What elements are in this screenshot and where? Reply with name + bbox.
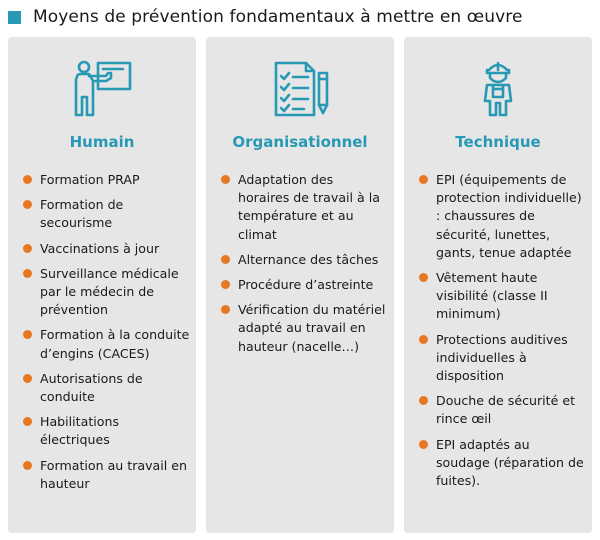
list-item: Autorisations de conduite: [22, 370, 190, 406]
column-humain: [8, 37, 196, 533]
bullet-icon: [221, 280, 230, 289]
bullet-icon: [221, 255, 230, 264]
column-technique: [404, 37, 592, 533]
bullet-icon: [23, 269, 32, 278]
bullet-icon: [23, 175, 32, 184]
bullet-icon: [419, 396, 428, 405]
column-organisationnel: [206, 37, 394, 533]
list-item: Vêtement haute visibilité (classe II minimum): [418, 269, 586, 324]
column-title: Humain: [69, 133, 135, 151]
column-list: [22, 171, 190, 500]
list-item: Protections auditives individuelles à disposition: [418, 331, 586, 386]
bullet-icon: [221, 175, 230, 184]
list-item: EPI adaptés au soudage (réparation de fuites).: [418, 436, 586, 491]
list-item: Douche de sécurité et rince œil: [418, 392, 586, 428]
header-square-icon: [8, 11, 21, 24]
list-item: Adaptation des horaires de travail à la température et au climat: [220, 171, 388, 244]
bullet-icon: [419, 273, 428, 282]
list-item: Alternance des tâches: [220, 251, 388, 269]
list-item: Formation PRAP: [22, 171, 190, 189]
column-list: [418, 171, 586, 497]
column-list: [220, 171, 388, 363]
page-title: Moyens de prévention fondamentaux à mettre en œuvre: [33, 7, 523, 27]
list-item: Formation à la conduite d’engins (CACES): [22, 326, 190, 362]
column-title: Organisationnel: [232, 133, 368, 151]
bullet-icon: [23, 200, 32, 209]
bullet-icon: [221, 305, 230, 314]
bullet-icon: [23, 417, 32, 426]
bullet-icon: [23, 244, 32, 253]
column-title: Technique: [455, 133, 541, 151]
bullet-icon: [23, 330, 32, 339]
bullet-icon: [23, 374, 32, 383]
list-item: Procédure d’astreinte: [220, 276, 388, 294]
checklist-pencil-icon: [206, 57, 394, 121]
list-item: Vérification du matériel adapté au travail en hauteur (nacelle…): [220, 301, 388, 356]
bullet-icon: [419, 440, 428, 449]
bullet-icon: [419, 175, 428, 184]
presenter-board-icon: [8, 57, 196, 121]
worker-helmet-icon: [404, 57, 592, 121]
list-item: Formation de secourisme: [22, 196, 190, 232]
page-header: [8, 4, 523, 30]
list-item: EPI (équipements de protection individuelle) : chaussures de sécurité, lunettes, gants, tenue adaptée: [418, 171, 586, 262]
bullet-icon: [23, 461, 32, 470]
bullet-icon: [419, 335, 428, 344]
list-item: Formation au travail en hauteur: [22, 457, 190, 493]
list-item: Surveillance médicale par le médecin de prévention: [22, 265, 190, 320]
list-item: Habilitations électriques: [22, 413, 190, 449]
list-item: Vaccinations à jour: [22, 240, 190, 258]
